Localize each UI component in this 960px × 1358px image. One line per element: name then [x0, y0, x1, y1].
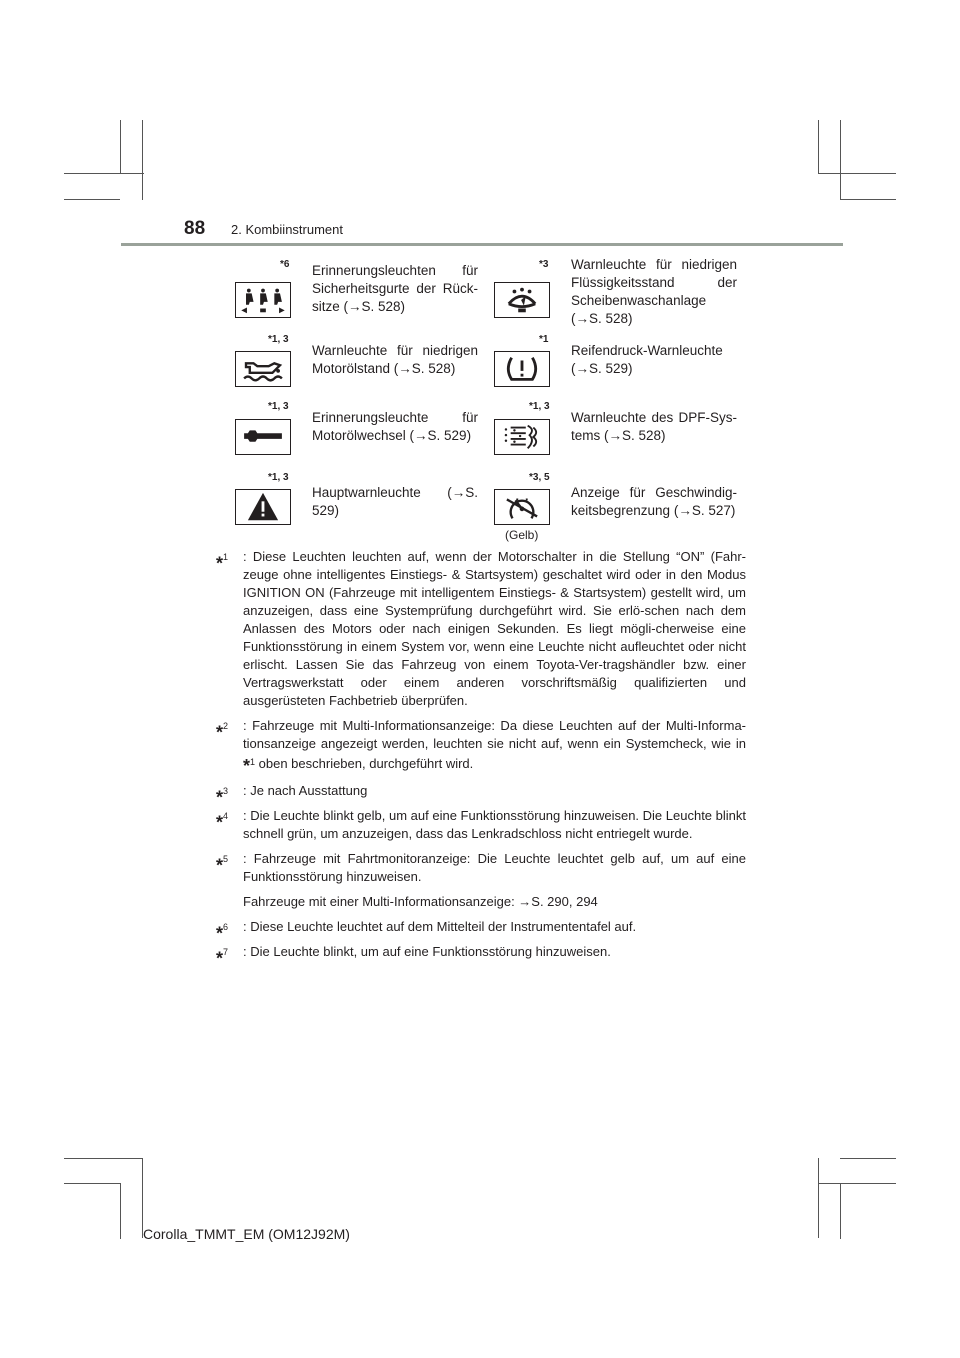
footnote-marker: *1, 3 [268, 401, 289, 412]
document-footer: Corolla_TMMT_EM (OM12J92M) [143, 1226, 350, 1242]
footnote-text: : Diese Leuchte leuchtet auf dem Mittelteil der Instrumententafel auf. [243, 919, 637, 934]
wrench-icon [235, 419, 291, 455]
section-title: 2. Kombiinstrument [231, 222, 343, 237]
footnote-marker: *$^4$ [216, 811, 229, 833]
footnote [216, 548, 746, 710]
footnote-marker: *$^6$ [216, 922, 229, 944]
speed-limiter-icon [494, 489, 550, 525]
footnote-text: : Diese Leuchten leuchten auf, wenn der Motorschalter in die Stellung “ON” (Fahr-zeuge ohne intelligentes Einstiegs- & Startsystem) geschaltet wird oder in den Modus IGNITION ON (Fahrzeuge mit intelligentem Einstiegs- & Startsystem) gestellt wird, um anzuzeigen, dass eine Systemprüfung durchgeführt wird. Sie erlö-schen nach dem Anlassen des Motors oder nach einigen Sekunden. Es liegt mögli-cherweise eine Funktionsstörung in einem System vor, wenn eine Leuchte nicht aufleuchtet oder nicht erlischt. Lassen Sie das Fahrzeug von einem Toyota-Ver-tragshändler bzw. einer Vertragswerkstatt oder einem anderen vorschriftsmäßig qualifizierten und ausgerüsteten Fachbetrieb überprüfen. [243, 549, 746, 708]
footnote-marker: *6 [280, 259, 290, 270]
footnote [216, 782, 746, 808]
low-oil-level-icon [235, 351, 291, 387]
inline-footnote-ref: *$^1$ [243, 756, 256, 776]
indicator-description: Warnleuchte des DPF-Sys-tems (→S. 528) [571, 410, 737, 443]
footnote [216, 943, 746, 969]
dpf-icon [494, 419, 550, 455]
footnote [216, 807, 746, 843]
indicator-description: Reifendruck-Warnleuchte (→S. 529) [571, 343, 723, 376]
indicator-description: Hauptwarnleuchte (→S. 529) [312, 485, 478, 518]
footnote [216, 850, 746, 886]
footnote-marker: *3, 5 [529, 472, 550, 483]
footnote-marker: *$^2$ [216, 721, 229, 743]
indicator-description: Warnleuchte für niedrigen Flüssigkeitsstand der Scheibenwaschanlage (→S. 528) [571, 257, 737, 326]
footnote-text: oben beschrieben, durchgeführt wird. [255, 756, 474, 771]
footnote-marker: *1, 3 [268, 334, 289, 345]
footnote-extra-text: Fahrzeuge mit einer Multi-Informationsanzeige: →S. 290, 294 [243, 894, 598, 909]
footnote-marker: *$^7$ [216, 947, 229, 969]
footnote-text: : Je nach Ausstattung [243, 783, 368, 798]
master-warning-icon [235, 489, 291, 525]
footnote-text: : Die Leuchte blinkt, um auf eine Funktionsstörung hinzuweisen. [243, 944, 611, 959]
footnote-marker: *1, 3 [529, 401, 550, 412]
tire-pressure-icon [494, 351, 550, 387]
washer-fluid-icon [494, 282, 550, 318]
indicator-description: Erinnerungsleuchten für Sicherheitsgurte der Rück-sitze (→S. 528) [312, 263, 478, 314]
footnote-marker: *$^5$ [216, 854, 229, 876]
footnote-marker: *1, 3 [268, 472, 289, 483]
indicator-description: Warnleuchte für niedrigen Motorölstand (→S. 528) [312, 343, 478, 376]
footnote-text: : Fahrzeuge mit Multi-Informationsanzeige: Da diese Leuchten auf der Multi-Informa-tionsanzeige angezeigt werden, leuchten sie nicht auf, wenn ein Systemcheck, wie in [243, 718, 746, 751]
footnote-marker: *1 [539, 334, 549, 345]
footnote [216, 717, 746, 775]
page-number: 88 [184, 218, 206, 239]
footnote-marker: *3 [539, 259, 549, 270]
header-divider [121, 243, 843, 246]
footnote-text: : Die Leuchte blinkt gelb, um auf eine Funktionsstörung hinzuweisen. Die Leuchte blinkt schnell grün, um anzuzeigen, dass das Lenkradschloss nicht entriegelt wurde. [243, 808, 746, 841]
footnote [216, 918, 746, 944]
footnote-text: : Fahrzeuge mit Fahrtmonitoranzeige: Die Leuchte leuchtet gelb auf, um auf eine Funktionsstörung hinzuweisen. [243, 851, 746, 884]
footnote-marker: *$^1$ [216, 552, 229, 574]
indicator-description: Erinnerungsleuchte für Motorölwechsel (→S. 529) [312, 410, 478, 443]
icon-caption: (Gelb) [505, 528, 539, 542]
indicator-description: Anzeige für Geschwindig-keitsbegrenzung (→S. 527) [571, 485, 737, 518]
rear-seatbelt-reminder-icon [235, 282, 291, 318]
footnote-marker: *$^3$ [216, 786, 229, 808]
footnotes [216, 548, 746, 968]
